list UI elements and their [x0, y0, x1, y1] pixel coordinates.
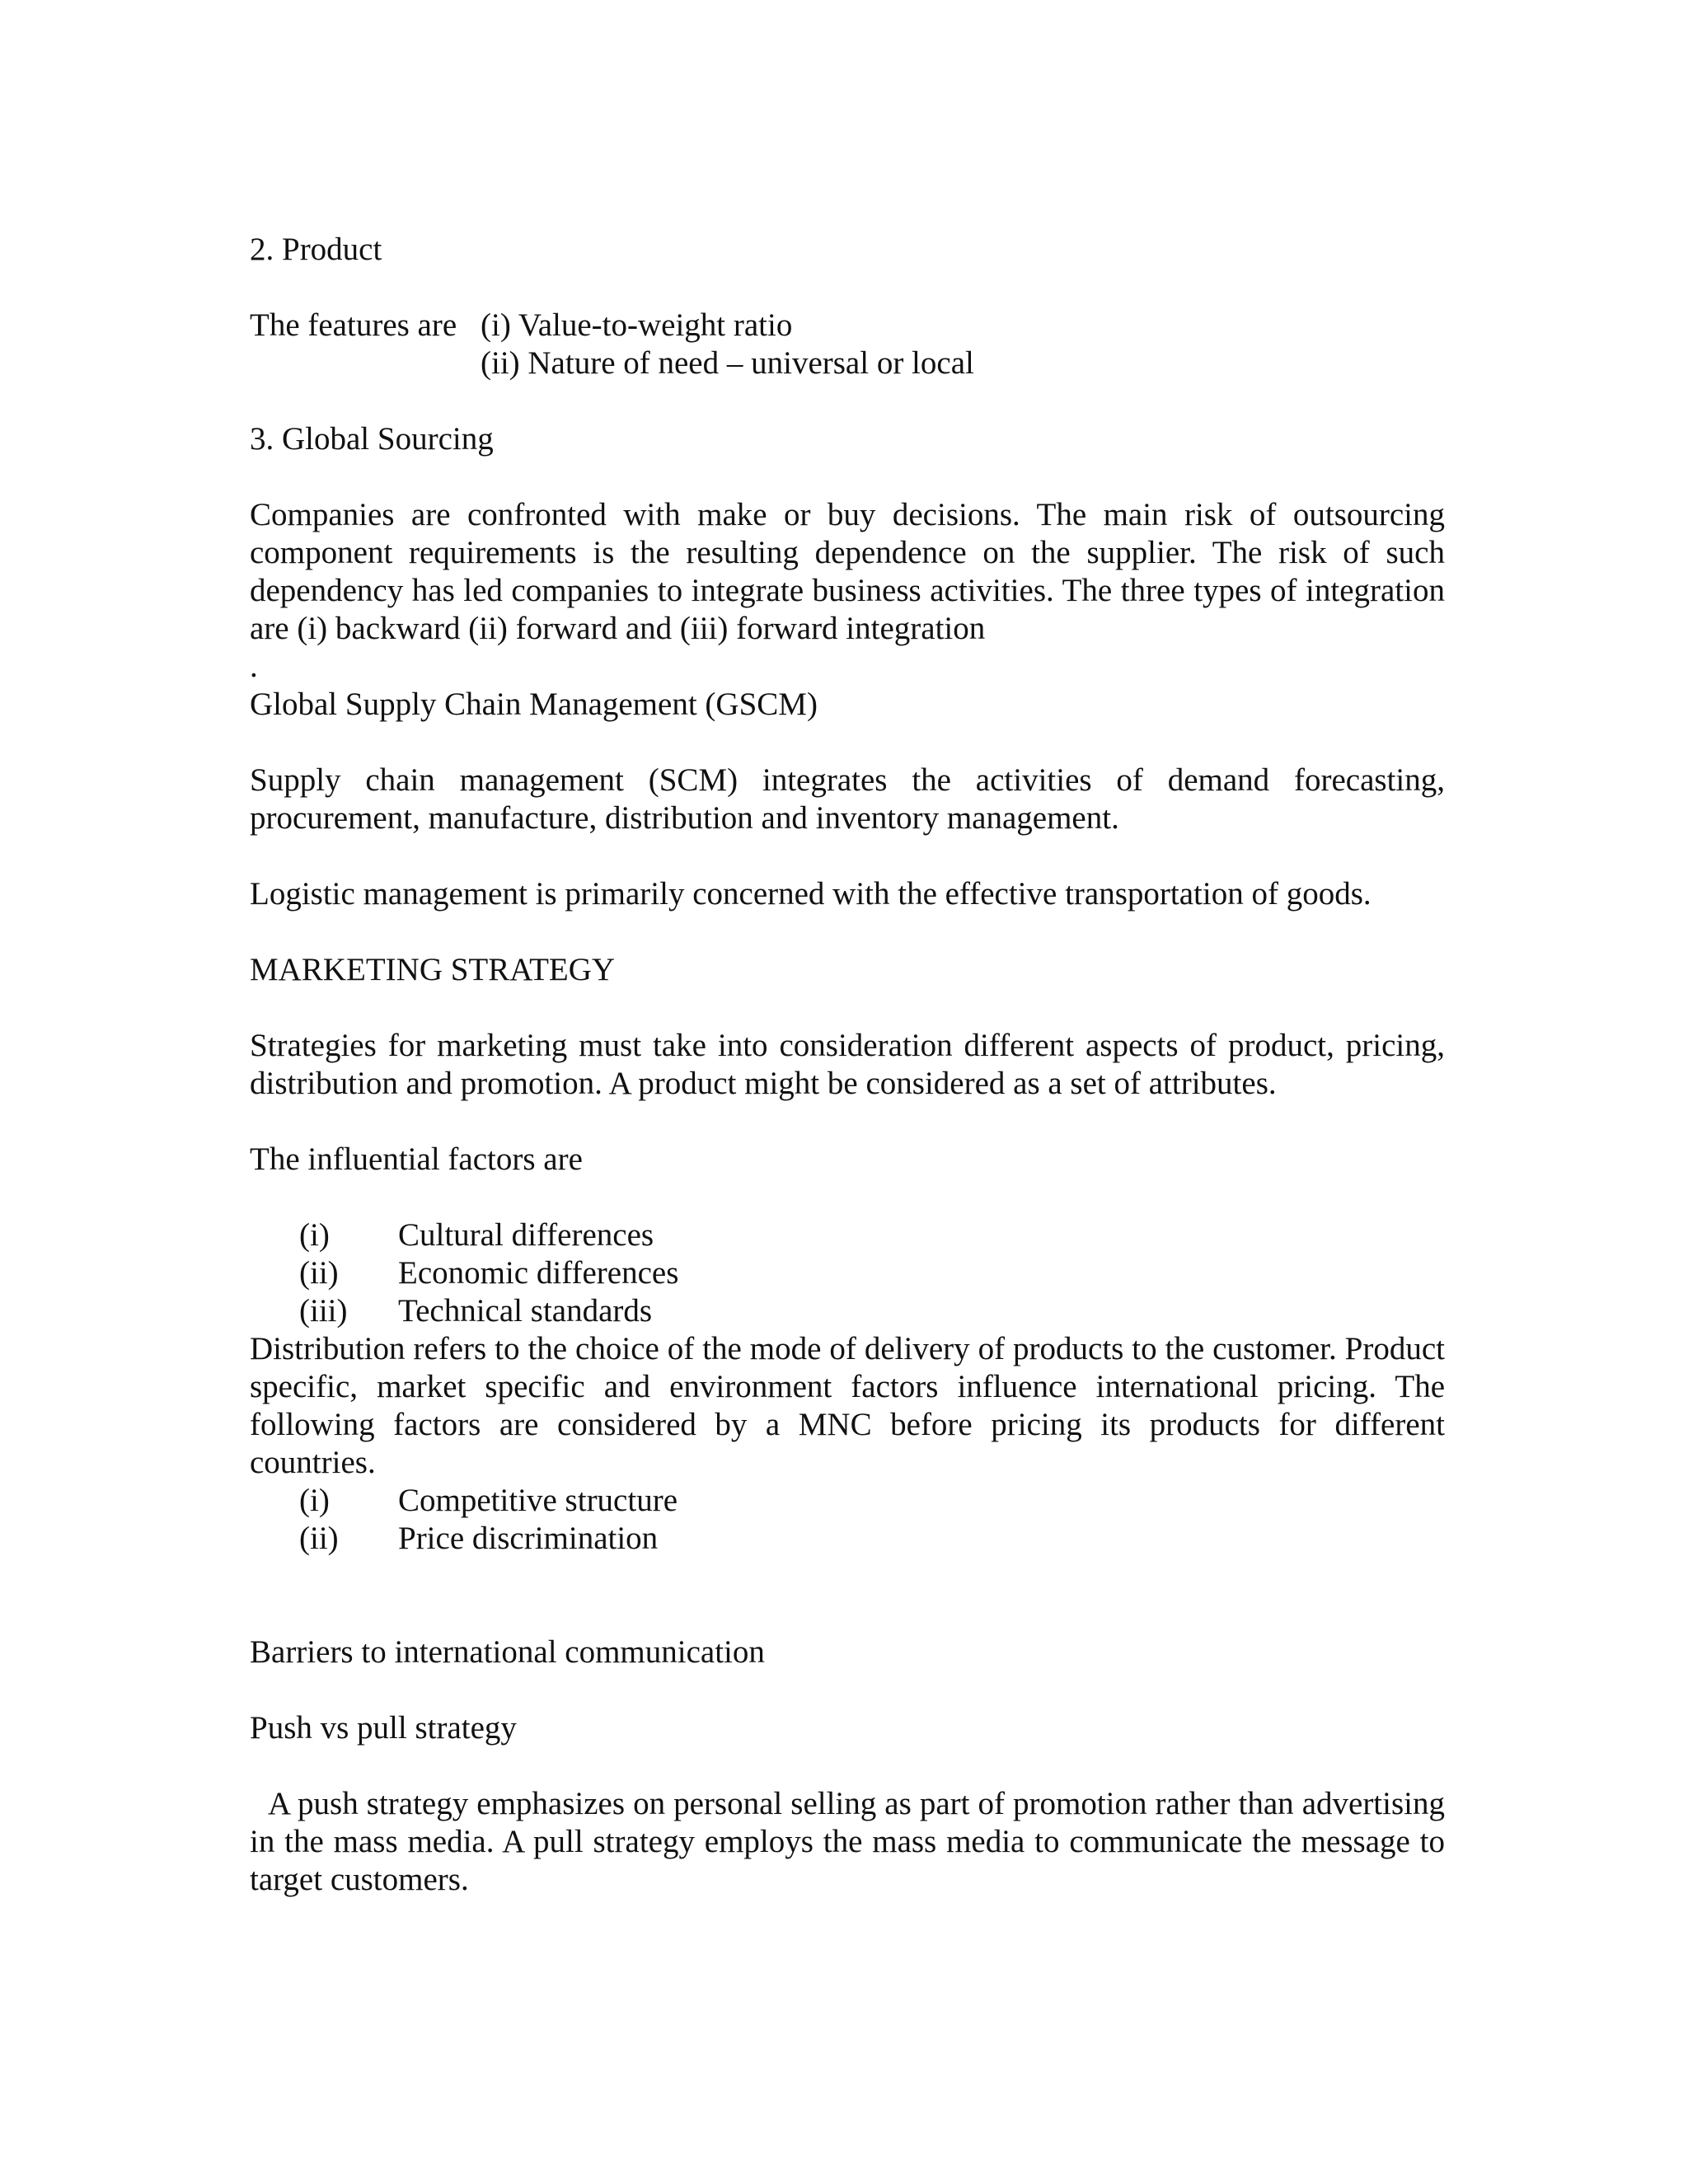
paragraph-logistic: Logistic management is primarily concerned with the effective transportation of goods. [250, 876, 1372, 912]
list-item [250, 1216, 1445, 1254]
list-item-number: (iii) [299, 1293, 348, 1329]
list-item-number: (i) [299, 1217, 330, 1253]
list-item-text: Competitive structure [398, 1483, 678, 1518]
influential-factors-lead: The influential factors are [250, 1141, 583, 1177]
section-heading-product: 2. Product [250, 232, 382, 267]
list-item-number: (ii) [299, 1255, 339, 1291]
features-lead: The features are [250, 307, 457, 343]
paragraph-push-pull: A push strategy emphasizes on personal selling as part of promotion rather than advertising in the mass media. A pull strategy employs the mass media to communicate the message to target customers. [250, 1786, 1445, 1897]
paragraph-marketing: Strategies for marketing must take into consideration different aspects of product, pricing, distribution and promotion. A product might be considered as a set of attributes. [250, 1028, 1445, 1101]
influential-factors-list [250, 1216, 1445, 1330]
pricing-factors-list [250, 1482, 1445, 1558]
list-item-text: Economic differences [398, 1255, 679, 1291]
list-item-text: Price discrimination [398, 1521, 659, 1556]
feature-item: (i) Value-to-weight ratio [481, 307, 793, 343]
list-item [250, 1292, 1445, 1330]
paragraph-sourcing: Companies are confronted with make or buy decisions. The main risk of outsourcing component requirements is the resulting dependence on the supplier. The risk of such dependency has led companies to integrate business activities. The three types of integration are (i) backward (ii) forward and (iii) forward integration [250, 497, 1445, 646]
section-heading-push-pull: Push vs pull strategy [250, 1710, 517, 1746]
section-heading-gscm: Global Supply Chain Management (GSCM) [250, 687, 818, 722]
section-heading-global-sourcing: 3. Global Sourcing [250, 421, 494, 457]
document-body [250, 231, 1445, 1899]
features-list [481, 307, 974, 382]
feature-item: (ii) Nature of need – universal or local [481, 345, 974, 381]
section-heading-marketing-strategy: MARKETING STRATEGY [250, 952, 616, 987]
stray-dot: . [250, 649, 258, 684]
list-item-text: Technical standards [398, 1293, 653, 1329]
list-item-text: Cultural differences [398, 1217, 654, 1253]
list-item-number: (i) [299, 1483, 330, 1518]
features-block [250, 307, 1445, 382]
paragraph-distribution: Distribution refers to the choice of the mode of delivery of products to the customer. Product specific, market specific and environment factors influence international pricing. The following factors are considered by a MNC before pricing its products for different countries. [250, 1331, 1445, 1480]
section-heading-barriers: Barriers to international communication [250, 1634, 765, 1670]
list-item [250, 1482, 1445, 1520]
paragraph-scm: Supply chain management (SCM) integrates the activities of demand forecasting, procurement, manufacture, distribution and inventory management. [250, 762, 1445, 836]
list-item-number: (ii) [299, 1521, 339, 1556]
list-item [250, 1520, 1445, 1558]
list-item [250, 1254, 1445, 1292]
